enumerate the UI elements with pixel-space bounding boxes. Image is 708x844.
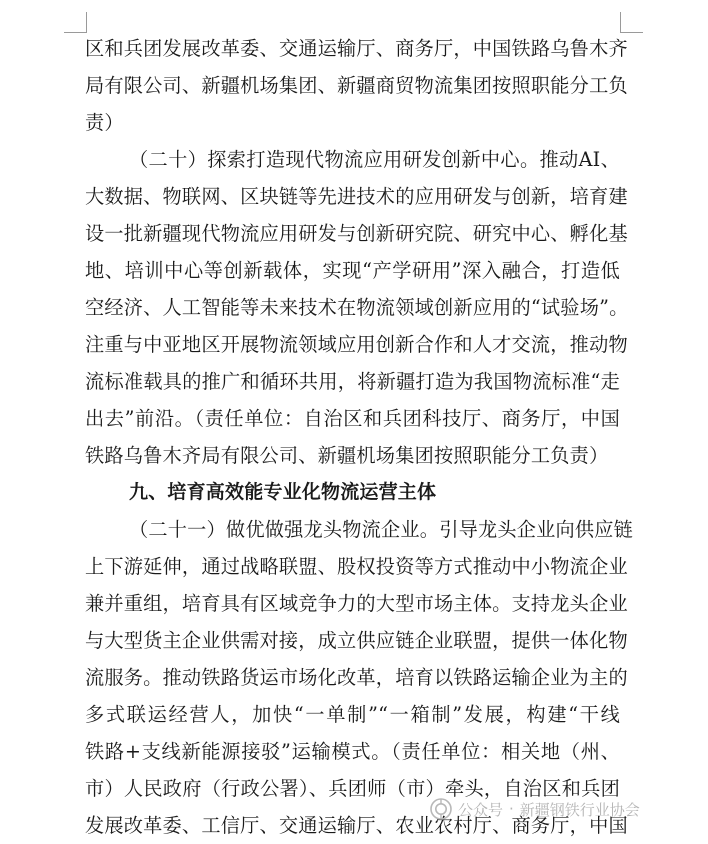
text-line: 与大型货主企业供需对接，成立供应链企业联盟，提供一体化物 bbox=[85, 629, 628, 652]
text-line: 地、培训中心等创新载体，实现“产学研用”深入融合，打造低 bbox=[85, 259, 620, 282]
text-line: 上下游延伸，通过战略联盟、股权投资等方式推动中小物流企业 bbox=[85, 555, 628, 578]
wechat-watermark bbox=[430, 796, 640, 822]
paragraph-first-line: （二十一）做优做强龙头物流企业。引导龙头企业向供应链 bbox=[129, 518, 634, 541]
crop-mark-top-right bbox=[620, 12, 643, 33]
text-line: 空经济、人工智能等未来技术在物流领域创新应用的“试验场”。 bbox=[85, 296, 629, 319]
paragraph-first-line: （二十）探索打造现代物流应用研发创新中心。推动AI、 bbox=[129, 148, 620, 171]
text-line: 注重与中亚地区开展物流领域应用创新合作和人才交流，推动物 bbox=[85, 333, 628, 356]
text-line: 铁路+支线新能源接驳”运输模式。（责任单位：相关地（州、 bbox=[85, 740, 620, 763]
watermark-prefix: 公众号 bbox=[458, 800, 504, 819]
text-line: 大数据、物联网、区块链等先进技术的应用研发与创新，培育建 bbox=[85, 185, 628, 208]
text-line: 铁路乌鲁木齐局有限公司、新疆机场集团按照职能分工负责） bbox=[85, 444, 609, 467]
text-line: 兼并重组，培育具有区域竞争力的大型市场主体。支持龙头企业 bbox=[85, 592, 628, 615]
text-line: 责） bbox=[85, 111, 124, 134]
watermark-account-name: 新疆钢铁行业协会 bbox=[519, 800, 640, 819]
watermark-separator: · bbox=[509, 800, 514, 818]
text-line: 流标准载具的推广和循环共用，将新疆打造为我国物流标准“走 bbox=[85, 370, 620, 393]
wechat-official-account-icon bbox=[430, 798, 452, 820]
text-line: 发展改革委、工信厅、交通运输厅、农业农村厅、商务厅，中国 bbox=[85, 814, 628, 837]
crop-mark-top-left bbox=[64, 12, 87, 33]
text-line: 多式联运经营人，加快“一单制”“一箱制”发展，构建“干线 bbox=[85, 703, 620, 726]
text-line: 市）人民政府（行政公署）、兵团师（市）牵头，自治区和兵团 bbox=[85, 777, 620, 800]
text-line: 设一批新疆现代物流应用研发与创新研究院、研究中心、孵化基 bbox=[85, 222, 628, 245]
text-line: 流服务。推动铁路货运市场化改革，培育以铁路运输企业为主的 bbox=[85, 666, 628, 689]
text-line: 区和兵团发展改革委、交通运输厅、商务厅，中国铁路乌鲁木齐 bbox=[85, 37, 628, 60]
section-heading: 九、培育高效能专业化物流运营主体 bbox=[129, 481, 437, 503]
text-line: 局有限公司、新疆机场集团、新疆商贸物流集团按照职能分工负 bbox=[85, 74, 628, 97]
text-line: 出去”前沿。（责任单位：自治区和兵团科技厅、商务厅，中国 bbox=[85, 407, 620, 430]
